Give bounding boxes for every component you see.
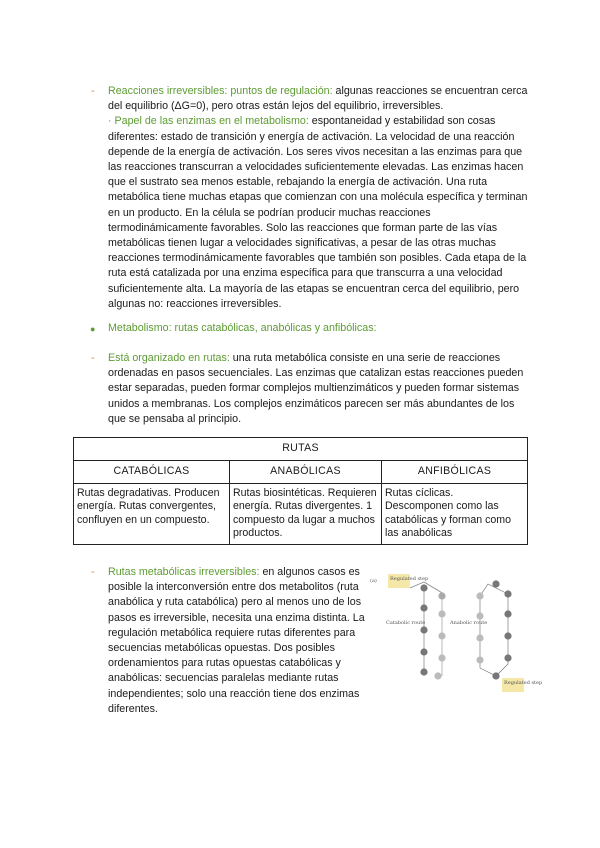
catabolic-route-label: Catabolic route	[386, 620, 426, 626]
metabolite-node	[504, 654, 511, 661]
metabolite-node	[438, 610, 445, 617]
metabolite-node	[476, 634, 483, 641]
metabolite-node	[420, 584, 427, 591]
metabolite-node	[492, 672, 499, 679]
metabolite-node	[438, 632, 445, 639]
metabolite-node	[504, 590, 511, 597]
table-cell-anfibolicas: Rutas cíclicas. Descomponen como las catabólicas y forman como las anabólicas	[382, 484, 528, 545]
metabolite-node	[504, 632, 511, 639]
metabolite-node	[420, 648, 427, 655]
heading-papel-enzimas: · Papel de las enzimas en el metabolismo:	[108, 115, 309, 128]
pathway-right	[449, 580, 512, 679]
text-papel-enzimas: espontaneidad y estabilidad son cosas diferentes: estado de transición y energía de activación. La velocidad de una reacción depende de la energía de activación. Los seres vivos necesitan a las enzimas para que las reacciones transcurran a velocidades suficientemente elevadas. Las enzimas hacen que el sustrato sea menos estable, rebajando la energía de activación. Una ruta metabólica tiene muchas etapas que comienzan con una molécula específica y terminan en un producto. En la célula se podrían producir muchas reacciones termodinámicamente favorables. Solo las reacciones que forman parte de las vías metabólicas tienen lugar a velocidades significativas, a pesar de las otras muchas reacciones termodinámicamente favorables que también son posibles. Cada etapa de la ruta está catalizada por una enzima específica para que transcurra a una velocidad suficientemente alta. La mayoría de las etapas se encuentran cerca del equilibrio, pero algunas no: reacciones irreversibles.	[108, 115, 528, 310]
metabolite-node	[434, 672, 441, 679]
metabolite-node	[420, 626, 427, 633]
table-title: RUTAS	[74, 438, 528, 461]
text-reacciones-irreversibles: algunas reacciones se encuentran cerca del equilibrio (ΔG=0), pero otras están lejos del equilibrio, irreversibles.	[108, 85, 528, 113]
metabolite-node	[476, 656, 483, 663]
table-header-anabolicas: ANABÓLICAS	[230, 461, 382, 484]
metabolite-node	[476, 592, 483, 599]
regulated-step-label-top: Regulated step	[390, 576, 429, 582]
rutas-table	[73, 437, 528, 545]
pathway-left	[386, 582, 446, 680]
metabolite-node	[420, 668, 427, 675]
paragraph-rutas-irreversibles	[108, 565, 365, 717]
regulated-step-label-bottom: Regulated step	[504, 680, 543, 686]
anabolic-route-label: Anabolic route	[450, 620, 488, 626]
metabolite-node	[438, 592, 445, 599]
metabolite-node	[420, 604, 427, 611]
metabolite-node	[492, 580, 499, 587]
table-cell-anabolicas: Rutas biosintéticas. Requieren energía. Rutas divergentes. 1 compuesto da lugar a muchos productos.	[230, 484, 382, 545]
table-cell-catabolicas: Rutas degradativas. Producen energía. Rutas convergentes, confluyen en un compuesto.	[74, 484, 230, 545]
bullet-marker: ●	[90, 324, 96, 334]
metabolite-node	[504, 610, 511, 617]
heading-organizado-rutas: Está organizado en rutas:	[108, 352, 230, 364]
text-rutas-irreversibles: en algunos casos es posible la interconversión entre dos metabolitos (ruta anabólica y ruta catabólica) pero al menos uno de los pasos es irreversible, necesita una enzima distinta. La regulación metabólica requiere rutas diferentes para secuencias metabólicas opuestas. Dos posibles ordenamientos para rutas opuestas catabólicas y anabólicas: secuencias paralelas mediante rutas independientes; solo una reacción tiene dos enzimas diferentes.	[108, 566, 365, 715]
paragraph-organizado-rutas	[108, 351, 528, 427]
heading-reacciones-irreversibles: Reacciones irreversibles: puntos de regulación:	[108, 85, 333, 97]
paragraph-reacciones-irreversibles	[108, 84, 528, 312]
metabolite-node	[476, 612, 483, 619]
dash-marker: -	[91, 352, 95, 364]
heading-metabolismo-rutas: Metabolismo: rutas catabólicas, anabólicas y anfibólicas:	[108, 322, 377, 334]
figure-panel-label: (a)	[370, 578, 377, 584]
heading-rutas-irreversibles: Rutas metabólicas irreversibles:	[108, 566, 260, 578]
metabolite-node	[438, 654, 445, 661]
dash-marker: -	[91, 85, 95, 97]
table-header-catabolicas: CATABÓLICAS	[74, 461, 230, 484]
table-header-anfibolicas: ANFIBÓLICAS	[382, 461, 528, 484]
pathway-diagram	[368, 572, 543, 702]
text-organizado-rutas: una ruta metabólica consiste en una serie de reacciones ordenadas en pasos secuenciales. Las enzimas que catalizan estas reacciones pueden estar separadas, pueden formar complejos multienzimáticos y pueden formar sistemas unidos a membranas. Los complejos enzimáticos parecen ser más abundantes de los que se pensaba al principio.	[108, 352, 524, 425]
dash-marker: -	[91, 566, 95, 578]
